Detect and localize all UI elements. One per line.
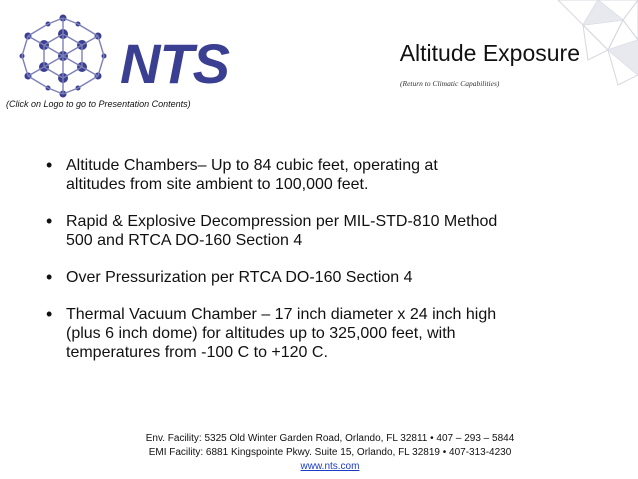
bullet-line: altitudes from site ambient to 100,000 feet. [66,176,369,193]
nts-globe-icon [18,14,108,98]
footer [0,432,638,474]
bullet-icon: • [46,155,53,175]
bullet-item [46,305,586,362]
bullet-list [46,156,586,380]
bullet-line: Over Pressurization per RTCA DO-160 Section 4 [66,269,413,286]
bullet-line: Altitude Chambers– Up to 84 cubic feet, operating at [66,157,438,174]
nts-logo[interactable] [18,14,229,98]
bullet-line: (plus 6 inch dome) for altitudes up to 325,000 feet, with [66,325,456,342]
logo-wordmark: NTS [120,32,229,95]
bullet-line: temperatures from -100 C to +120 C. [66,344,328,361]
logo-hint: (Click on Logo to go to Presentation Contents) [6,99,191,109]
bullet-item [46,212,586,250]
bullet-item [46,268,586,287]
bullet-item [46,156,586,194]
bullet-icon: • [46,267,53,287]
footer-emi-facility: EMI Facility: 6881 Kingspointe Pkwy. Suite 15, Orlando, FL 32819 • 407-313-4230 [148,447,512,458]
bullet-line: Thermal Vacuum Chamber – 17 inch diameter x 24 inch high [66,306,497,323]
return-link[interactable]: (Return to Climatic Capabilities) [400,79,500,88]
website-link[interactable]: www.nts.com [300,461,360,472]
bullet-icon: • [46,211,53,231]
bullet-line: 500 and RTCA DO-160 Section 4 [66,232,303,249]
bullet-icon: • [46,304,53,324]
page-title: Altitude Exposure [399,40,580,66]
footer-env-facility: Env. Facility: 5325 Old Winter Garden Road, Orlando, FL 32811 • 407 – 293 – 5844 [145,433,515,444]
bullet-line: Rapid & Explosive Decompression per MIL-STD-810 Method [66,213,498,230]
